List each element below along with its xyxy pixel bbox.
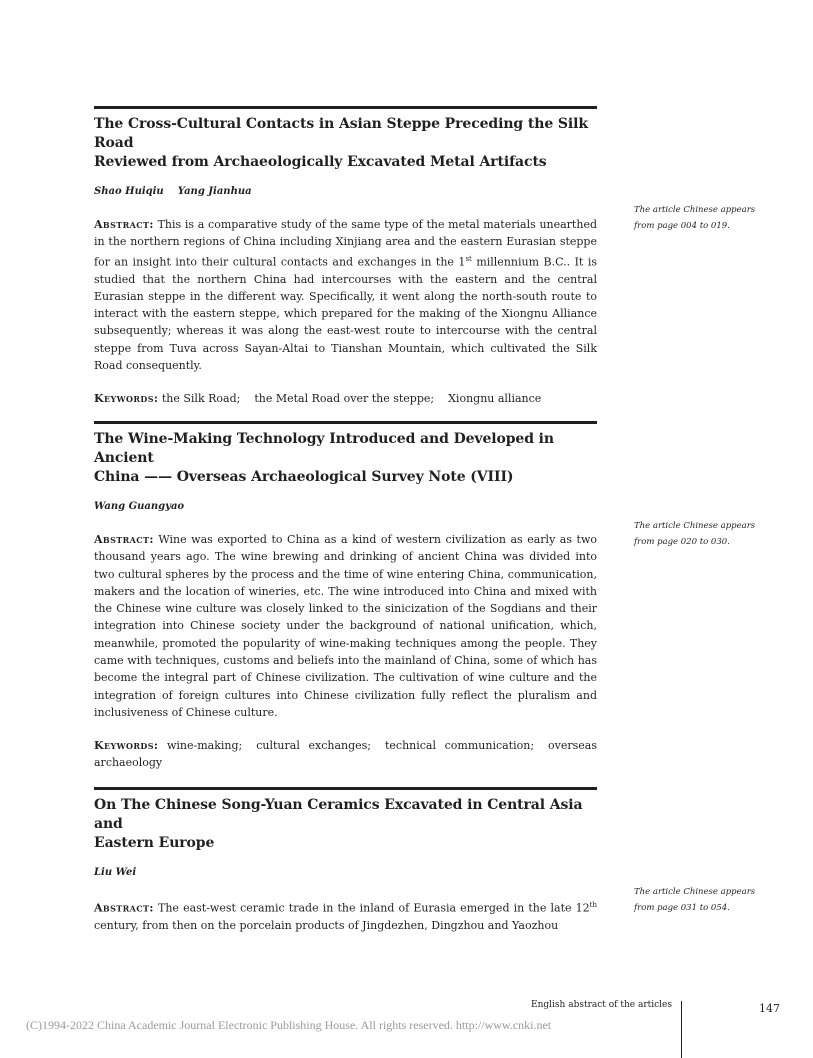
- article-title: On The Chinese Song-Yuan Ceramics Excavated in Central Asia and Eastern Europe: [94, 797, 583, 851]
- abstract-text: This is a comparative study of the same type of the metal materials unearthed in the northern regions of China including Xinjiang area and the eastern Eurasian steppe for an insight into their cultural contacts and exchanges in the 1: [94, 218, 597, 269]
- article-authors: [94, 867, 597, 881]
- article-title: The Cross-Cultural Contacts in Asian Steppe Preceding the Silk Road Reviewed from Archaeologically Excavated Metal Artifacts: [94, 116, 588, 170]
- superscript: th: [589, 901, 597, 909]
- abstract-text-cont: millennium B.C.. It is studied that the northern China had intercourses with the eastern and the central Eurasian steppe in the different way. Specifically, it went along the north-south route to interact with the eastern steppe, which prepared for the making of the Xiongnu Alliance subsequently; whereas it was along the east-west route to intercourse with the central steppe from Tuva across Sayan-Altai to Tianshan Mountain, which cultivated the Silk Road consequently.: [94, 255, 597, 373]
- abstract-label: Abstract:: [94, 901, 154, 915]
- abstract: [94, 216, 597, 374]
- author: Yang Jianhua: [177, 186, 252, 197]
- superscript: st: [465, 254, 472, 263]
- article-1: [94, 106, 597, 407]
- article-authors: [94, 501, 597, 515]
- article-authors: [94, 186, 597, 200]
- keyword: technical communication;: [384, 739, 535, 753]
- abstract-text: Wine was exported to China as a kind of western civilization as early as two thousand years ago. The wine brewing and drinking of ancient China was divided into two cultural spheres by the process and the time of wine entering China, communication, makers and the location of wineries, etc. The wine introduced into China and mixed with the Chinese wine culture was closely linked to the sinicization of the Sogdians and their integration into Chinese society under the background of national unification, which, meanwhile, promoted the popularity of wine-making techniques among the people. They came with techniques, customs and beliefs into the mainland of China, some of which has become the integral part of Chinese civilization. The cultivation of wine culture and the integration of foreign cultures into Chinese civilization fully reflect the pluralism and inclusiveness of Chinese culture.: [94, 533, 598, 719]
- copyright-watermark: (C)1994-2022 China Academic Journal Electronic Publishing House. All rights reserved. http://www.cnki.net: [26, 1018, 552, 1032]
- keywords-label: Keywords:: [94, 392, 159, 406]
- keywords-label: Keywords:: [94, 739, 159, 753]
- author: Wang Guangyao: [94, 501, 185, 512]
- article-divider: [94, 106, 597, 109]
- keyword: the Silk Road;: [161, 392, 241, 406]
- page-reference-note: The article Chinese appears from page 004 to 019.: [634, 205, 756, 231]
- keyword: wine-making;: [167, 739, 243, 753]
- article-3: [94, 787, 597, 934]
- article-title: The Wine-Making Technology Introduced and Developed in Ancient China —— Overseas Archaeological Survey Note (VIII): [94, 431, 554, 485]
- footer-divider: [681, 1001, 682, 1058]
- article-divider: [94, 787, 597, 790]
- page-reference-note: The article Chinese appears from page 020 to 030.: [634, 521, 756, 547]
- keyword: cultural exchanges;: [256, 739, 371, 753]
- keywords: [94, 737, 597, 771]
- abstract: [94, 531, 597, 721]
- page-number: 147: [759, 1002, 780, 1015]
- keyword: the Metal Road over the steppe;: [254, 392, 435, 406]
- keyword: Xiongnu alliance: [448, 392, 542, 406]
- abstract-label: Abstract:: [94, 218, 154, 231]
- article-divider: [94, 421, 597, 424]
- running-footer: English abstract of the articles: [531, 1000, 672, 1010]
- abstract: [94, 897, 597, 934]
- article-2: [94, 421, 597, 771]
- abstract-label: Abstract:: [94, 533, 154, 546]
- author: Liu Wei: [94, 867, 137, 878]
- abstract-text: The east-west ceramic trade in the inland of Eurasia emerged in the late 12: [158, 901, 590, 915]
- page-reference-note: The article Chinese appears from page 031 to 054.: [634, 887, 756, 913]
- keywords: [94, 390, 597, 407]
- author: Shao Huiqiu: [94, 186, 164, 197]
- abstract-text-cont: century, from then on the porcelain products of Jingdezhen, Dingzhou and Yaozhou: [94, 918, 559, 932]
- keyword: overseas archaeology: [94, 739, 597, 770]
